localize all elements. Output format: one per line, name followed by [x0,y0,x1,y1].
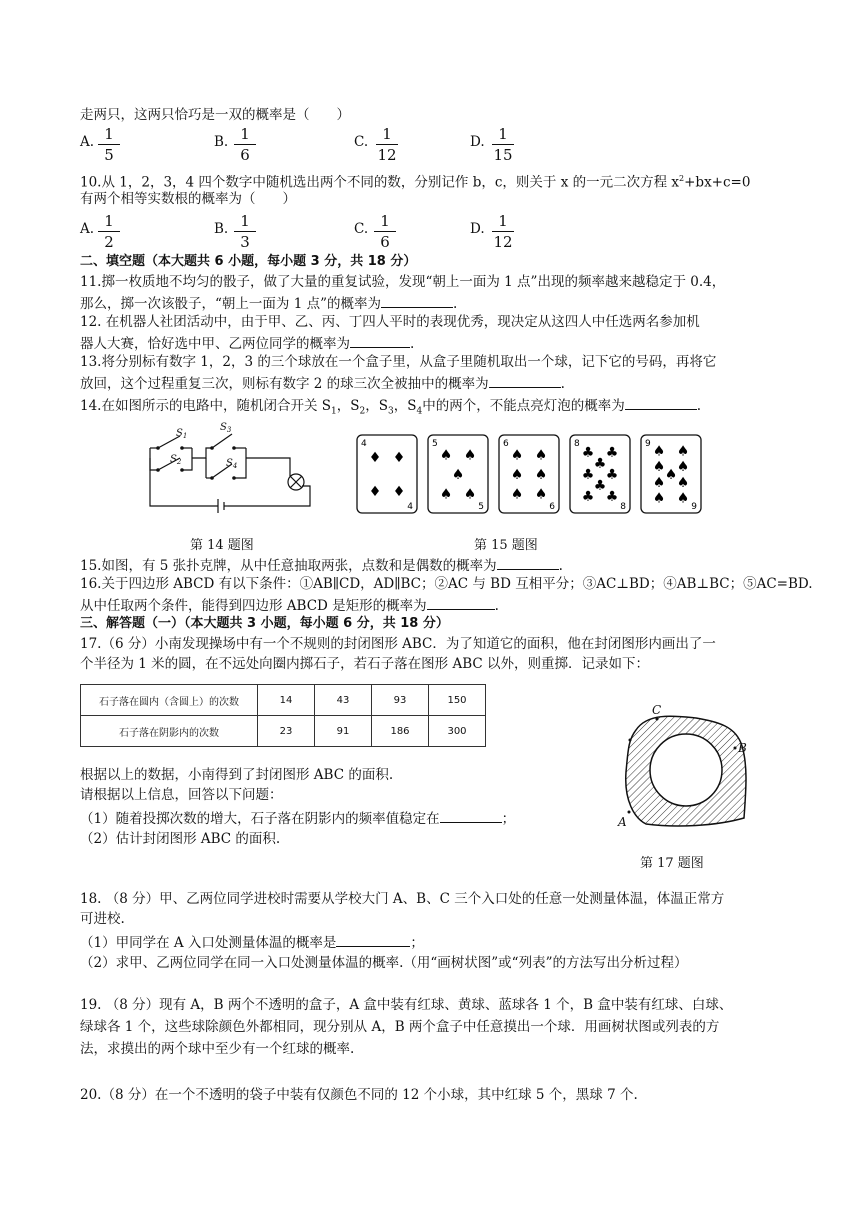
fig14-caption: 第 14 题图 [190,538,254,553]
q17-line1: 17.（6 分）小南发现操场中有一个不规则的封闭图形 ABC．为了知道它的面积，他在封闭图形内画出了一 [80,636,716,652]
card-rank-bottom: 8 [620,502,626,512]
playing-card [499,435,559,513]
card-pip: ♠ [652,443,666,460]
card-pip: ♠ [534,486,548,503]
q12-answer-blank [350,333,410,348]
q9-option-d-fraction [490,125,516,164]
card-pip: ♠ [652,474,666,491]
card-pip: ♣ [581,488,595,505]
q15-answer-blank [497,555,559,570]
table-cell: 43 [315,685,372,716]
numerator: 1 [498,212,508,230]
playing-card [570,435,630,513]
card-pip: ♣ [581,445,595,462]
q10-option-b-letter: B. [214,221,229,237]
card-rank-bottom: 5 [478,502,484,512]
switch-s4-label: $S_4$ [226,458,238,470]
q10-option-c-fraction [372,212,398,251]
q16-line1: 16.关于四边形 ABCD 有以下条件：①AB∥CD，AD∥BC；②AC 与 BD 互相平分；③AC⊥BD；④AB⊥BC；⑤AC=BD. [80,576,813,592]
table-cell: 300 [429,716,486,747]
card-pip: ♦ [368,449,382,466]
q17-line2: 个半径为 1 米的圆，在不远处向圈内掷石子，若石子落在图形 ABC 以外，则重掷．记录如下： [80,656,650,672]
numerator: 1 [104,125,114,143]
card-pip: ♣ [605,445,619,462]
card-pip: ♦ [368,484,382,501]
q12-line1: 12. 在机器人社团活动中，由于甲、乙、丙、丁四人平时的表现优秀，现决定从这四人中任选两名参加机 [80,314,700,330]
q18-sub1 [80,932,424,952]
table-cell: 23 [258,716,315,747]
q9-option-a-letter: A. [80,134,95,150]
point-c-label: C [652,703,662,717]
q10-option-c-letter: C. [354,221,369,237]
q17-sub2: （2）估计封闭图形 ABC 的面积. [80,831,281,847]
q19-line3: 法，求摸出的两个球中至少有一个红球的概率. [80,1041,355,1057]
q9-option-b-letter: B. [214,134,229,150]
q10-option-a-letter: A. [80,221,95,237]
card-pip: ♠ [510,486,524,503]
table-row-label: 石子落在圆内（含圆上）的次数 [81,685,258,716]
q12-line2 [80,333,414,353]
q12-end: . [410,336,415,352]
card-pip: ♣ [593,477,607,494]
numerator: 1 [498,125,508,143]
section-2-heading: 二、填空题（本大题共 6 小题，每小题 3 分，共 18 分） [80,254,417,269]
q10-line1 [80,170,750,192]
q18-line2: 可进校. [80,911,125,927]
numerator: 1 [104,212,114,230]
card-pip: ♠ [451,467,465,483]
q9-option-c-letter: C. [354,134,369,150]
card-rank: 8 [574,439,580,449]
q13-end: . [560,376,565,392]
table-cell: 93 [372,685,429,716]
denominator: 2 [104,233,114,251]
q14-answer-blank [625,395,697,410]
q14-end: . [696,398,701,414]
q17-sub1-blank [440,808,502,823]
q10-text-b: +bx+c=0 [684,174,751,191]
q9-option-b-fraction [232,125,258,164]
denominator: 15 [493,146,513,164]
q17-after2: 请根据以上信息，回答以下问题： [80,787,283,803]
q18-sub1-blank [336,932,410,947]
card-pip: ♠ [676,459,690,476]
fig15-caption: 第 15 题图 [474,538,538,553]
card-pip: ♣ [605,467,619,483]
card-pip: ♠ [676,443,690,460]
q17-record-table [80,684,486,747]
playing-card [641,435,701,513]
q14-line: 14.在如图所示的电路中，随机闭合开关 $S_1$，$S_2$，$S_3$，$S_4$中的两个，不能点亮灯泡的概率为 . [80,395,701,421]
denominator: 5 [104,146,114,164]
q10-option-b-fraction [232,212,258,251]
denominator: 6 [240,146,250,164]
q16-end: . [494,598,499,614]
numerator: 1 [240,212,250,230]
card-pip: ♠ [676,490,690,507]
q11-line2 [80,293,457,313]
table-row [81,685,486,716]
switch-s2-label: $S_2$ [170,454,182,466]
q9-option-c-fraction [374,125,400,164]
q15-text: 15.如图，有 5 张扑克牌，从中任意抽取两张，点数和是偶数的概率为 [80,558,497,574]
q16-text: 从中任取两个条件，能得到四边形 ABCD 是矩形的概率为 [80,598,427,614]
table-row [81,716,486,747]
circuit-diagram [140,418,320,518]
card-pip: ♣ [581,467,595,483]
card-rank-bottom: 6 [549,502,555,512]
denominator: 12 [377,146,397,164]
q19-line2: 绿球各 1 个，这些球除颜色外都相同，现分别从 A，B 两个盒子中任意摸出一个球．用画树状图或列表的方 [80,1019,720,1035]
card-pip: ♠ [463,447,477,464]
q18-sub2: （2）求甲、乙两位同学在同一入口处测量体温的概率.（用“画树状图”或“列表”的方法写出分析过程） [80,955,688,971]
q14-text: 14.在如图所示的电路中，随机闭合开关 S [80,398,332,414]
card-pip: ♠ [652,459,666,476]
q20-line1: 20.（8 分）在一个不透明的袋子中装有仅颜色不同的 12 个小球，其中红球 5 个，黑球 7 个. [80,1087,638,1103]
q9-text: 走两只，这两只恰巧是一双的概率是（ ） [80,107,350,123]
card-pip: ♠ [510,447,524,464]
q13-text: 放回，这个过程重复三次，则标有数字 2 的球三次全被抽中的概率为 [80,376,489,392]
denominator: 3 [240,233,250,251]
q14-sub: 4 [416,406,423,417]
switch-s3-label: $S_3$ [220,422,232,434]
card-pip: ♦ [392,449,406,466]
playing-cards-figure [356,434,716,516]
card-pip: ♠ [439,486,453,503]
q9-option-a-fraction [96,125,122,164]
q17-figure [606,700,766,840]
q12-text: 器人大赛，恰好选中甲、乙两位同学的概率为 [80,336,350,352]
q18-line1: 18. （8 分）甲、乙两位同学进校时需要从学校大门 A、B、C 三个入口处的任意一处测量体温，体温正常方 [80,891,725,907]
q16-answer-blank [427,595,495,610]
q11-line1: 11.掷一枚质地不均匀的骰子，做了大量的重复试验，发现“朝上一面为 1 点”出现的频率越来越稳定于 0.4， [80,274,726,290]
q19-line1: 19. （8 分）现有 A，B 两个不透明的盒子，A 盒中装有红球、黄球、蓝球各 1 个，B 盒中装有红球、白球、 [80,997,733,1013]
q9-option-d-letter: D. [470,134,485,150]
card-pip: ♦ [392,484,406,501]
q17-sub1-text: （1）随着投掷次数的增大，石子落在阴影内的频率值稳定在 [80,811,440,827]
q17-after1: 根据以上的数据，小南得到了封闭图形 ABC 的面积. [80,767,394,783]
q14-sub: 2 [359,406,366,417]
denominator: 6 [380,233,390,251]
card-rank: 4 [361,439,367,449]
q13-line1: 13.将分别标有数字 1，2，3 的三个球放在一个盒子里，从盒子里随机取出一个球，记下它的号码，再将它 [80,354,717,370]
card-rank: 9 [645,439,651,449]
card-rank: 5 [432,439,438,449]
card-pip: ♠ [676,474,690,491]
table-cell: 14 [258,685,315,716]
q15-line [80,555,563,575]
card-pip: ♠ [664,467,678,483]
q10-option-a-fraction [96,212,122,251]
section-3-heading: 三、解答题（一）（本大题共 3 小题，每小题 6 分，共 18 分） [80,616,449,631]
table-row-label: 石子落在阴影内的次数 [81,716,258,747]
q10-text-a: 10.从 1，2，3，4 四个数字中随机选出两个不同的数，分别记作 b，c，则关于 x 的一元二次方程 x [80,174,680,191]
card-pip: ♣ [593,456,607,473]
card-pip: ♠ [534,447,548,464]
numerator: 1 [380,212,390,230]
q11-end: . [452,296,458,312]
q17-sub1-end: ； [501,811,516,827]
card-rank: 6 [503,439,509,449]
card-pip: ♠ [510,467,524,483]
q11-answer-blank [381,293,453,308]
playing-card [357,435,417,513]
point-b-label: B [738,741,747,755]
table-cell: 150 [429,685,486,716]
numerator: 1 [382,125,392,143]
q10-option-d-letter: D. [470,221,485,237]
q10-sup: 2 [679,174,685,183]
q10-line2: 有两个相等实数根的概率为（ ） [80,191,296,207]
card-pip: ♠ [463,486,477,503]
q14-sub: 3 [387,406,394,417]
point-a-label: A [618,815,627,829]
table-cell: 91 [315,716,372,747]
switch-s1-label: $S_1$ [176,428,188,440]
q16-line2 [80,595,499,615]
card-rank-bottom: 9 [691,502,697,512]
q13-answer-blank [489,373,561,388]
card-pip: ♣ [605,488,619,505]
card-pip: ♠ [534,467,548,483]
q14-sub: 1 [331,406,337,417]
playing-card [428,435,488,513]
q18-sub1-text: （1）甲同学在 A 入口处测量体温的概率是 [80,935,337,951]
denominator: 12 [493,233,513,251]
q11-text: 那么，掷一次该骰子，“朝上一面为 1 点”的概率为 [80,296,381,312]
q17-sub1 [80,808,515,828]
card-pip: ♠ [439,447,453,464]
q10-option-d-fraction [490,212,516,251]
card-pip: ♠ [652,490,666,507]
numerator: 1 [240,125,250,143]
table-cell: 186 [372,716,429,747]
q15-end: . [558,558,563,574]
card-rank-bottom: 4 [407,502,413,512]
q18-sub1-end: ； [410,935,424,951]
q14-text-post: 中的两个，不能点亮灯泡的概率为 [422,398,625,414]
fig17-caption: 第 17 题图 [640,856,704,871]
q13-line2 [80,373,565,393]
